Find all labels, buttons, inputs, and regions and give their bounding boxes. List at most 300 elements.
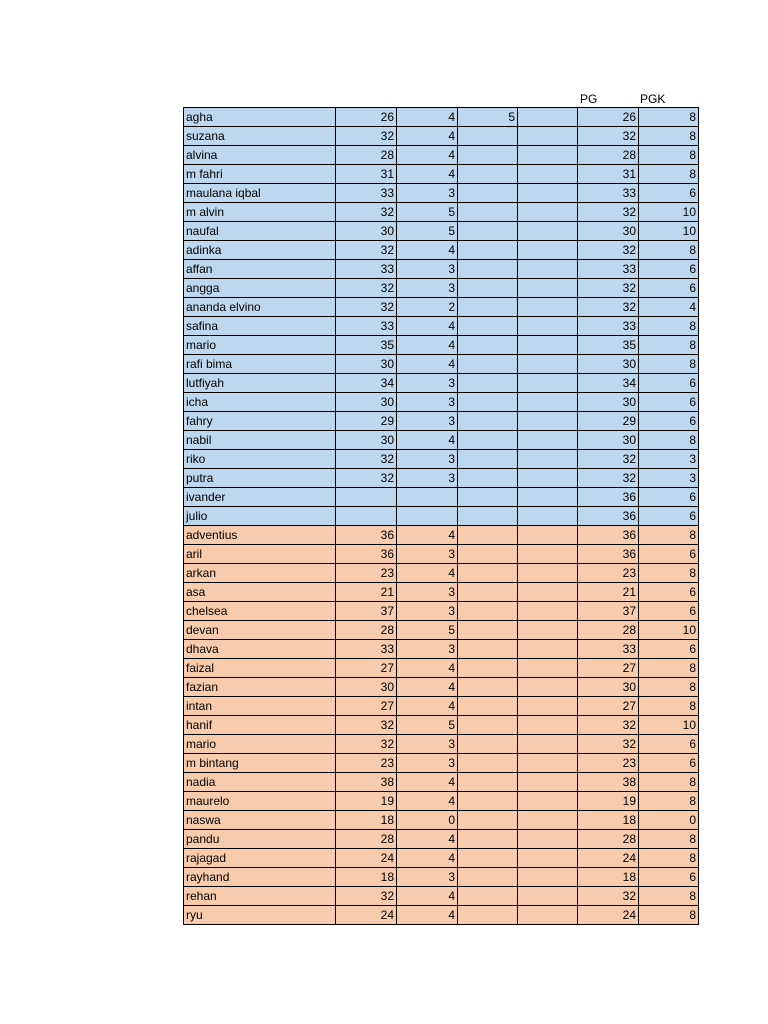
value-cell-a[interactable]: 32 bbox=[336, 735, 397, 754]
value-cell-b[interactable]: 5 bbox=[397, 222, 458, 241]
name-cell[interactable]: angga bbox=[184, 279, 336, 298]
pg-cell[interactable]: 18 bbox=[578, 811, 639, 830]
pg-cell[interactable]: 30 bbox=[578, 431, 639, 450]
value-cell-a[interactable]: 18 bbox=[336, 811, 397, 830]
value-cell-d[interactable] bbox=[518, 469, 578, 488]
value-cell-c[interactable] bbox=[458, 127, 518, 146]
name-cell[interactable]: adinka bbox=[184, 241, 336, 260]
value-cell-a[interactable]: 37 bbox=[336, 602, 397, 621]
value-cell-a[interactable]: 19 bbox=[336, 792, 397, 811]
name-cell[interactable]: suzana bbox=[184, 127, 336, 146]
value-cell-c[interactable] bbox=[458, 317, 518, 336]
pgk-cell[interactable]: 8 bbox=[639, 564, 699, 583]
value-cell-d[interactable] bbox=[518, 773, 578, 792]
pgk-cell[interactable]: 8 bbox=[639, 336, 699, 355]
value-cell-a[interactable]: 26 bbox=[336, 108, 397, 127]
value-cell-d[interactable] bbox=[518, 393, 578, 412]
pg-cell[interactable]: 21 bbox=[578, 583, 639, 602]
value-cell-c[interactable] bbox=[458, 830, 518, 849]
name-cell[interactable]: pandu bbox=[184, 830, 336, 849]
name-cell[interactable]: faizal bbox=[184, 659, 336, 678]
pgk-cell[interactable]: 8 bbox=[639, 906, 699, 925]
pg-cell[interactable]: 34 bbox=[578, 374, 639, 393]
name-cell[interactable]: naufal bbox=[184, 222, 336, 241]
value-cell-b[interactable]: 4 bbox=[397, 830, 458, 849]
value-cell-c[interactable] bbox=[458, 241, 518, 260]
value-cell-a[interactable]: 24 bbox=[336, 849, 397, 868]
value-cell-c[interactable]: 5 bbox=[458, 108, 518, 127]
value-cell-c[interactable] bbox=[458, 602, 518, 621]
pgk-cell[interactable]: 6 bbox=[639, 184, 699, 203]
value-cell-b[interactable]: 3 bbox=[397, 640, 458, 659]
value-cell-c[interactable] bbox=[458, 906, 518, 925]
value-cell-a[interactable]: 32 bbox=[336, 203, 397, 222]
pg-cell[interactable]: 35 bbox=[578, 336, 639, 355]
value-cell-a[interactable]: 35 bbox=[336, 336, 397, 355]
value-cell-d[interactable] bbox=[518, 583, 578, 602]
value-cell-a[interactable]: 34 bbox=[336, 374, 397, 393]
value-cell-d[interactable] bbox=[518, 868, 578, 887]
value-cell-a[interactable]: 18 bbox=[336, 868, 397, 887]
name-cell[interactable]: nadia bbox=[184, 773, 336, 792]
value-cell-b[interactable]: 3 bbox=[397, 374, 458, 393]
value-cell-a[interactable]: 32 bbox=[336, 887, 397, 906]
pgk-cell[interactable]: 8 bbox=[639, 697, 699, 716]
value-cell-d[interactable] bbox=[518, 412, 578, 431]
value-cell-d[interactable] bbox=[518, 602, 578, 621]
pgk-cell[interactable]: 6 bbox=[639, 583, 699, 602]
name-cell[interactable]: ivander bbox=[184, 488, 336, 507]
pg-cell[interactable]: 29 bbox=[578, 412, 639, 431]
value-cell-b[interactable]: 3 bbox=[397, 735, 458, 754]
value-cell-c[interactable] bbox=[458, 545, 518, 564]
value-cell-b[interactable]: 4 bbox=[397, 773, 458, 792]
value-cell-c[interactable] bbox=[458, 450, 518, 469]
value-cell-a[interactable]: 32 bbox=[336, 127, 397, 146]
value-cell-d[interactable] bbox=[518, 355, 578, 374]
pg-cell[interactable]: 19 bbox=[578, 792, 639, 811]
value-cell-c[interactable] bbox=[458, 203, 518, 222]
value-cell-c[interactable] bbox=[458, 868, 518, 887]
pg-cell[interactable]: 32 bbox=[578, 735, 639, 754]
pgk-cell[interactable]: 8 bbox=[639, 526, 699, 545]
pgk-cell[interactable]: 10 bbox=[639, 621, 699, 640]
value-cell-a[interactable]: 21 bbox=[336, 583, 397, 602]
value-cell-a[interactable]: 23 bbox=[336, 564, 397, 583]
value-cell-b[interactable]: 5 bbox=[397, 716, 458, 735]
value-cell-a[interactable]: 33 bbox=[336, 260, 397, 279]
pg-cell[interactable]: 23 bbox=[578, 564, 639, 583]
value-cell-b[interactable]: 3 bbox=[397, 868, 458, 887]
pg-cell[interactable]: 33 bbox=[578, 260, 639, 279]
value-cell-b[interactable]: 4 bbox=[397, 849, 458, 868]
value-cell-a[interactable]: 24 bbox=[336, 906, 397, 925]
value-cell-d[interactable] bbox=[518, 754, 578, 773]
name-cell[interactable]: fazian bbox=[184, 678, 336, 697]
value-cell-a[interactable]: 32 bbox=[336, 279, 397, 298]
pg-cell[interactable]: 32 bbox=[578, 127, 639, 146]
name-cell[interactable]: lutfiyah bbox=[184, 374, 336, 393]
pg-cell[interactable]: 36 bbox=[578, 526, 639, 545]
value-cell-b[interactable]: 3 bbox=[397, 184, 458, 203]
pgk-cell[interactable]: 6 bbox=[639, 602, 699, 621]
value-cell-d[interactable] bbox=[518, 317, 578, 336]
pgk-cell[interactable]: 6 bbox=[639, 868, 699, 887]
value-cell-d[interactable] bbox=[518, 716, 578, 735]
pg-cell[interactable]: 18 bbox=[578, 868, 639, 887]
pg-cell[interactable]: 37 bbox=[578, 602, 639, 621]
value-cell-b[interactable]: 4 bbox=[397, 127, 458, 146]
pgk-cell[interactable]: 8 bbox=[639, 659, 699, 678]
value-cell-a[interactable]: 30 bbox=[336, 393, 397, 412]
value-cell-b[interactable]: 4 bbox=[397, 678, 458, 697]
value-cell-c[interactable] bbox=[458, 811, 518, 830]
pg-cell[interactable]: 27 bbox=[578, 659, 639, 678]
pg-cell[interactable]: 23 bbox=[578, 754, 639, 773]
value-cell-b[interactable]: 2 bbox=[397, 298, 458, 317]
value-cell-b[interactable]: 4 bbox=[397, 792, 458, 811]
value-cell-a[interactable]: 30 bbox=[336, 431, 397, 450]
value-cell-c[interactable] bbox=[458, 374, 518, 393]
pg-cell[interactable]: 28 bbox=[578, 146, 639, 165]
value-cell-c[interactable] bbox=[458, 165, 518, 184]
pgk-cell[interactable]: 8 bbox=[639, 887, 699, 906]
pgk-cell[interactable]: 6 bbox=[639, 412, 699, 431]
pg-cell[interactable]: 30 bbox=[578, 678, 639, 697]
value-cell-a[interactable]: 30 bbox=[336, 222, 397, 241]
pg-cell[interactable]: 24 bbox=[578, 906, 639, 925]
value-cell-b[interactable]: 3 bbox=[397, 583, 458, 602]
name-cell[interactable]: naswa bbox=[184, 811, 336, 830]
value-cell-c[interactable] bbox=[458, 488, 518, 507]
name-cell[interactable]: fahry bbox=[184, 412, 336, 431]
name-cell[interactable]: devan bbox=[184, 621, 336, 640]
pg-cell[interactable]: 28 bbox=[578, 621, 639, 640]
pg-cell[interactable]: 32 bbox=[578, 241, 639, 260]
value-cell-a[interactable]: 36 bbox=[336, 545, 397, 564]
name-cell[interactable]: ryu bbox=[184, 906, 336, 925]
name-cell[interactable]: mario bbox=[184, 336, 336, 355]
value-cell-c[interactable] bbox=[458, 184, 518, 203]
value-cell-a[interactable]: 29 bbox=[336, 412, 397, 431]
value-cell-c[interactable] bbox=[458, 640, 518, 659]
pg-cell[interactable]: 32 bbox=[578, 469, 639, 488]
value-cell-c[interactable] bbox=[458, 279, 518, 298]
name-cell[interactable]: maulana iqbal bbox=[184, 184, 336, 203]
pg-cell[interactable]: 36 bbox=[578, 507, 639, 526]
value-cell-b[interactable]: 0 bbox=[397, 811, 458, 830]
pgk-cell[interactable]: 6 bbox=[639, 545, 699, 564]
value-cell-b[interactable]: 4 bbox=[397, 241, 458, 260]
pgk-cell[interactable]: 6 bbox=[639, 393, 699, 412]
name-cell[interactable]: hanif bbox=[184, 716, 336, 735]
pg-cell[interactable]: 32 bbox=[578, 887, 639, 906]
pgk-cell[interactable]: 8 bbox=[639, 317, 699, 336]
name-cell[interactable]: safina bbox=[184, 317, 336, 336]
pg-cell[interactable]: 33 bbox=[578, 317, 639, 336]
value-cell-d[interactable] bbox=[518, 621, 578, 640]
value-cell-d[interactable] bbox=[518, 735, 578, 754]
value-cell-a[interactable]: 31 bbox=[336, 165, 397, 184]
value-cell-c[interactable] bbox=[458, 792, 518, 811]
name-cell[interactable]: affan bbox=[184, 260, 336, 279]
value-cell-d[interactable] bbox=[518, 659, 578, 678]
pgk-cell[interactable]: 3 bbox=[639, 469, 699, 488]
value-cell-d[interactable] bbox=[518, 279, 578, 298]
name-cell[interactable]: chelsea bbox=[184, 602, 336, 621]
pgk-cell[interactable]: 8 bbox=[639, 678, 699, 697]
pgk-cell[interactable]: 8 bbox=[639, 241, 699, 260]
pgk-cell[interactable]: 6 bbox=[639, 754, 699, 773]
value-cell-d[interactable] bbox=[518, 564, 578, 583]
pgk-cell[interactable]: 8 bbox=[639, 355, 699, 374]
value-cell-c[interactable] bbox=[458, 735, 518, 754]
pgk-cell[interactable]: 8 bbox=[639, 146, 699, 165]
pgk-cell[interactable]: 8 bbox=[639, 849, 699, 868]
name-cell[interactable]: m bintang bbox=[184, 754, 336, 773]
value-cell-c[interactable] bbox=[458, 146, 518, 165]
value-cell-b[interactable]: 3 bbox=[397, 469, 458, 488]
pgk-cell[interactable]: 6 bbox=[639, 279, 699, 298]
value-cell-c[interactable] bbox=[458, 716, 518, 735]
pg-cell[interactable]: 38 bbox=[578, 773, 639, 792]
pgk-cell[interactable]: 8 bbox=[639, 773, 699, 792]
value-cell-d[interactable] bbox=[518, 830, 578, 849]
value-cell-a[interactable]: 32 bbox=[336, 450, 397, 469]
value-cell-d[interactable] bbox=[518, 298, 578, 317]
value-cell-c[interactable] bbox=[458, 754, 518, 773]
value-cell-d[interactable] bbox=[518, 260, 578, 279]
pg-cell[interactable]: 24 bbox=[578, 849, 639, 868]
name-cell[interactable]: nabil bbox=[184, 431, 336, 450]
value-cell-a[interactable]: 28 bbox=[336, 621, 397, 640]
value-cell-b[interactable]: 3 bbox=[397, 545, 458, 564]
pg-cell[interactable]: 33 bbox=[578, 184, 639, 203]
pg-cell[interactable]: 32 bbox=[578, 203, 639, 222]
value-cell-b[interactable]: 4 bbox=[397, 108, 458, 127]
value-cell-b[interactable]: 5 bbox=[397, 621, 458, 640]
value-cell-d[interactable] bbox=[518, 887, 578, 906]
value-cell-b[interactable] bbox=[397, 488, 458, 507]
pgk-cell[interactable]: 4 bbox=[639, 298, 699, 317]
name-cell[interactable]: putra bbox=[184, 469, 336, 488]
value-cell-d[interactable] bbox=[518, 697, 578, 716]
value-cell-a[interactable]: 32 bbox=[336, 298, 397, 317]
value-cell-b[interactable]: 4 bbox=[397, 336, 458, 355]
pg-cell[interactable]: 32 bbox=[578, 450, 639, 469]
pgk-cell[interactable]: 8 bbox=[639, 431, 699, 450]
name-cell[interactable]: rayhand bbox=[184, 868, 336, 887]
value-cell-b[interactable]: 4 bbox=[397, 906, 458, 925]
name-cell[interactable]: julio bbox=[184, 507, 336, 526]
pgk-cell[interactable]: 0 bbox=[639, 811, 699, 830]
value-cell-a[interactable]: 32 bbox=[336, 716, 397, 735]
value-cell-a[interactable]: 33 bbox=[336, 317, 397, 336]
value-cell-d[interactable] bbox=[518, 165, 578, 184]
pgk-cell[interactable]: 6 bbox=[639, 735, 699, 754]
value-cell-b[interactable]: 4 bbox=[397, 659, 458, 678]
value-cell-d[interactable] bbox=[518, 792, 578, 811]
value-cell-c[interactable] bbox=[458, 222, 518, 241]
value-cell-a[interactable]: 28 bbox=[336, 146, 397, 165]
value-cell-b[interactable]: 4 bbox=[397, 146, 458, 165]
pgk-cell[interactable]: 8 bbox=[639, 830, 699, 849]
pgk-cell[interactable]: 8 bbox=[639, 127, 699, 146]
name-cell[interactable]: rajagad bbox=[184, 849, 336, 868]
value-cell-d[interactable] bbox=[518, 203, 578, 222]
value-cell-c[interactable] bbox=[458, 564, 518, 583]
name-cell[interactable]: aril bbox=[184, 545, 336, 564]
name-cell[interactable]: maurelo bbox=[184, 792, 336, 811]
value-cell-d[interactable] bbox=[518, 336, 578, 355]
value-cell-c[interactable] bbox=[458, 412, 518, 431]
value-cell-b[interactable]: 3 bbox=[397, 754, 458, 773]
value-cell-d[interactable] bbox=[518, 849, 578, 868]
value-cell-a[interactable] bbox=[336, 488, 397, 507]
pgk-cell[interactable]: 6 bbox=[639, 488, 699, 507]
pgk-cell[interactable]: 10 bbox=[639, 222, 699, 241]
value-cell-a[interactable]: 30 bbox=[336, 355, 397, 374]
value-cell-c[interactable] bbox=[458, 298, 518, 317]
value-cell-c[interactable] bbox=[458, 659, 518, 678]
value-cell-c[interactable] bbox=[458, 336, 518, 355]
pg-cell[interactable]: 27 bbox=[578, 697, 639, 716]
name-cell[interactable]: riko bbox=[184, 450, 336, 469]
value-cell-c[interactable] bbox=[458, 583, 518, 602]
pg-cell[interactable]: 32 bbox=[578, 716, 639, 735]
value-cell-d[interactable] bbox=[518, 811, 578, 830]
pg-cell[interactable]: 36 bbox=[578, 545, 639, 564]
value-cell-d[interactable] bbox=[518, 526, 578, 545]
value-cell-d[interactable] bbox=[518, 374, 578, 393]
value-cell-d[interactable] bbox=[518, 678, 578, 697]
value-cell-b[interactable]: 3 bbox=[397, 412, 458, 431]
value-cell-a[interactable]: 27 bbox=[336, 659, 397, 678]
pg-cell[interactable]: 30 bbox=[578, 393, 639, 412]
value-cell-b[interactable]: 3 bbox=[397, 602, 458, 621]
value-cell-c[interactable] bbox=[458, 621, 518, 640]
value-cell-c[interactable] bbox=[458, 849, 518, 868]
name-cell[interactable]: m alvin bbox=[184, 203, 336, 222]
pgk-cell[interactable]: 8 bbox=[639, 108, 699, 127]
value-cell-b[interactable]: 3 bbox=[397, 393, 458, 412]
pgk-cell[interactable]: 8 bbox=[639, 792, 699, 811]
value-cell-d[interactable] bbox=[518, 906, 578, 925]
value-cell-c[interactable] bbox=[458, 526, 518, 545]
pg-cell[interactable]: 36 bbox=[578, 488, 639, 507]
pgk-cell[interactable]: 6 bbox=[639, 374, 699, 393]
value-cell-c[interactable] bbox=[458, 431, 518, 450]
value-cell-c[interactable] bbox=[458, 678, 518, 697]
pg-cell[interactable]: 32 bbox=[578, 298, 639, 317]
value-cell-b[interactable]: 4 bbox=[397, 431, 458, 450]
value-cell-b[interactable]: 4 bbox=[397, 564, 458, 583]
value-cell-d[interactable] bbox=[518, 488, 578, 507]
value-cell-b[interactable]: 4 bbox=[397, 526, 458, 545]
value-cell-b[interactable]: 4 bbox=[397, 165, 458, 184]
value-cell-a[interactable]: 38 bbox=[336, 773, 397, 792]
value-cell-d[interactable] bbox=[518, 545, 578, 564]
pgk-cell[interactable]: 10 bbox=[639, 203, 699, 222]
pgk-cell[interactable]: 6 bbox=[639, 507, 699, 526]
value-cell-a[interactable]: 32 bbox=[336, 469, 397, 488]
value-cell-d[interactable] bbox=[518, 108, 578, 127]
value-cell-d[interactable] bbox=[518, 146, 578, 165]
name-cell[interactable]: dhava bbox=[184, 640, 336, 659]
value-cell-b[interactable]: 3 bbox=[397, 279, 458, 298]
value-cell-b[interactable]: 3 bbox=[397, 450, 458, 469]
name-cell[interactable]: intan bbox=[184, 697, 336, 716]
name-cell[interactable]: rehan bbox=[184, 887, 336, 906]
value-cell-a[interactable]: 27 bbox=[336, 697, 397, 716]
name-cell[interactable]: icha bbox=[184, 393, 336, 412]
value-cell-c[interactable] bbox=[458, 469, 518, 488]
value-cell-c[interactable] bbox=[458, 697, 518, 716]
name-cell[interactable]: arkan bbox=[184, 564, 336, 583]
value-cell-a[interactable]: 23 bbox=[336, 754, 397, 773]
pgk-cell[interactable]: 6 bbox=[639, 260, 699, 279]
name-cell[interactable]: adventius bbox=[184, 526, 336, 545]
value-cell-c[interactable] bbox=[458, 507, 518, 526]
value-cell-d[interactable] bbox=[518, 640, 578, 659]
value-cell-a[interactable] bbox=[336, 507, 397, 526]
pg-cell[interactable]: 26 bbox=[578, 108, 639, 127]
name-cell[interactable]: agha bbox=[184, 108, 336, 127]
name-cell[interactable]: mario bbox=[184, 735, 336, 754]
value-cell-c[interactable] bbox=[458, 355, 518, 374]
value-cell-c[interactable] bbox=[458, 260, 518, 279]
value-cell-d[interactable] bbox=[518, 431, 578, 450]
value-cell-b[interactable]: 3 bbox=[397, 260, 458, 279]
value-cell-b[interactable]: 4 bbox=[397, 697, 458, 716]
value-cell-a[interactable]: 33 bbox=[336, 640, 397, 659]
pgk-cell[interactable]: 6 bbox=[639, 640, 699, 659]
pgk-cell[interactable]: 10 bbox=[639, 716, 699, 735]
name-cell[interactable]: ananda elvino bbox=[184, 298, 336, 317]
value-cell-c[interactable] bbox=[458, 773, 518, 792]
value-cell-d[interactable] bbox=[518, 450, 578, 469]
name-cell[interactable]: rafi bima bbox=[184, 355, 336, 374]
pg-cell[interactable]: 30 bbox=[578, 222, 639, 241]
value-cell-d[interactable] bbox=[518, 127, 578, 146]
name-cell[interactable]: asa bbox=[184, 583, 336, 602]
value-cell-a[interactable]: 32 bbox=[336, 241, 397, 260]
pg-cell[interactable]: 31 bbox=[578, 165, 639, 184]
pg-cell[interactable]: 33 bbox=[578, 640, 639, 659]
value-cell-a[interactable]: 36 bbox=[336, 526, 397, 545]
value-cell-a[interactable]: 33 bbox=[336, 184, 397, 203]
pgk-cell[interactable]: 3 bbox=[639, 450, 699, 469]
value-cell-b[interactable]: 5 bbox=[397, 203, 458, 222]
pgk-cell[interactable]: 8 bbox=[639, 165, 699, 184]
pg-cell[interactable]: 30 bbox=[578, 355, 639, 374]
pg-cell[interactable]: 28 bbox=[578, 830, 639, 849]
pg-cell[interactable]: 32 bbox=[578, 279, 639, 298]
value-cell-b[interactable]: 4 bbox=[397, 317, 458, 336]
value-cell-a[interactable]: 28 bbox=[336, 830, 397, 849]
value-cell-d[interactable] bbox=[518, 222, 578, 241]
name-cell[interactable]: m fahri bbox=[184, 165, 336, 184]
value-cell-b[interactable]: 4 bbox=[397, 355, 458, 374]
value-cell-d[interactable] bbox=[518, 507, 578, 526]
value-cell-a[interactable]: 30 bbox=[336, 678, 397, 697]
name-cell[interactable]: alvina bbox=[184, 146, 336, 165]
value-cell-d[interactable] bbox=[518, 241, 578, 260]
value-cell-c[interactable] bbox=[458, 393, 518, 412]
value-cell-b[interactable]: 4 bbox=[397, 887, 458, 906]
value-cell-b[interactable] bbox=[397, 507, 458, 526]
value-cell-c[interactable] bbox=[458, 887, 518, 906]
